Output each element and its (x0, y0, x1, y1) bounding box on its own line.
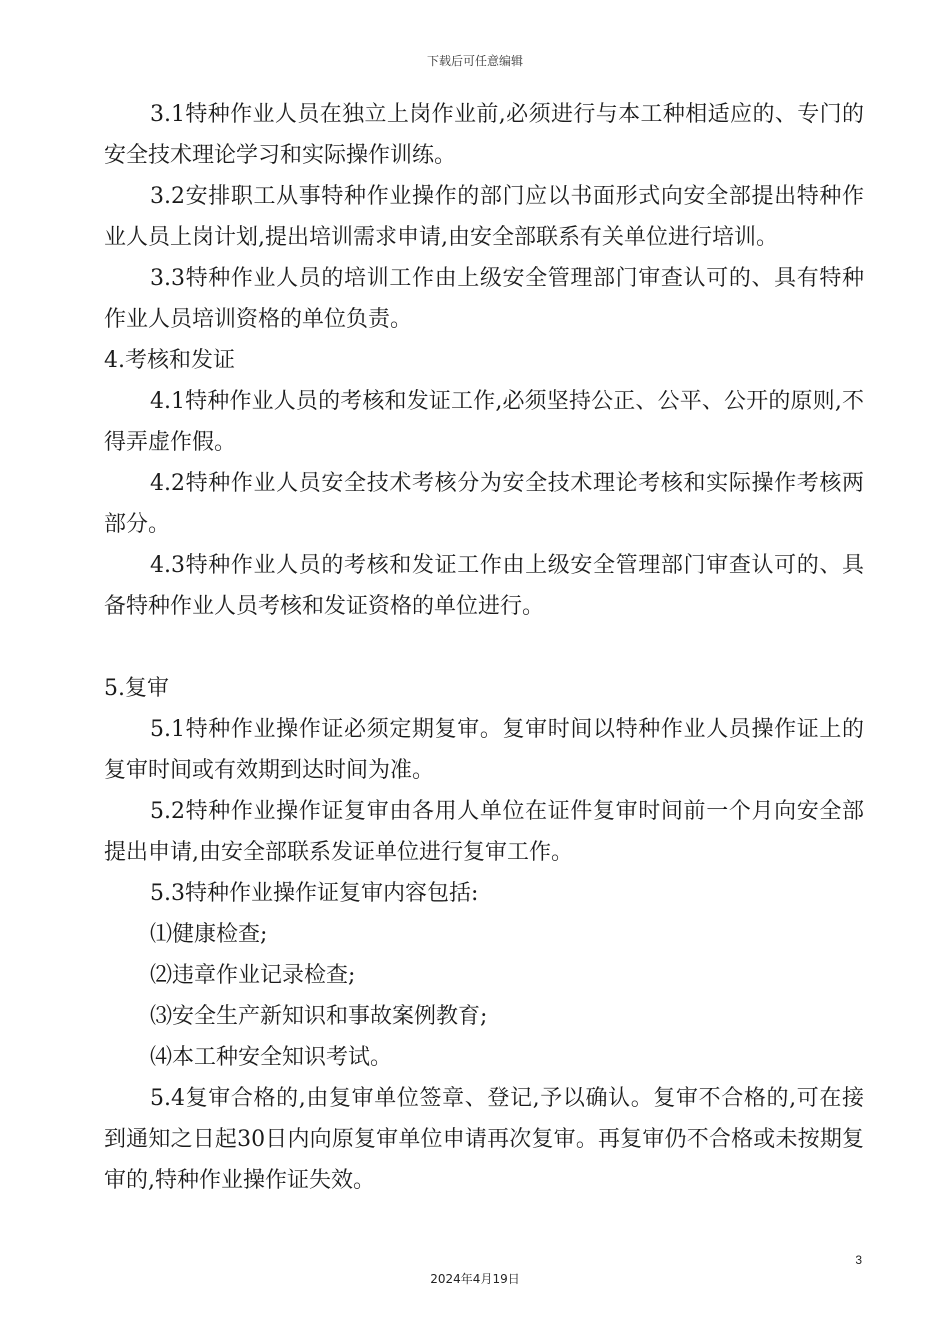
paragraph-5-3: 5.3特种作业操作证复审内容包括: (150, 881, 479, 906)
paragraph-4-2: 4.2特种作业人员安全技术考核分为安全技术理论考核和实际操作考核两部分。 (104, 471, 864, 537)
section-heading-5: 5.复审 (104, 676, 169, 701)
paragraph-4-1: 4.1特种作业人员的考核和发证工作,必须坚持公正、公平、公开的原则,不得弄虚作假。 (104, 389, 864, 455)
list-item-knowledge-exam: ⑷本工种安全知识考试。 (150, 1045, 393, 1070)
list-item-health-check: ⑴健康检查; (150, 922, 268, 947)
document-body (104, 94, 864, 1201)
paragraph-3-3: 3.3特种作业人员的培训工作由上级安全管理部门审查认可的、具有特种作业人员培训资格的单位负责。 (104, 266, 864, 332)
list-item-safety-education: ⑶安全生产新知识和事故案例教育; (150, 1004, 488, 1029)
list-item-violation-record: ⑵违章作业记录检查; (150, 963, 356, 988)
paragraph-5-1: 5.1特种作业操作证必须定期复审。复审时间以特种作业人员操作证上的复审时间或有效期到达时间为准。 (104, 717, 864, 783)
section-heading-4: 4.考核和发证 (104, 348, 235, 373)
paragraph-3-1: 3.1特种作业人员在独立上岗作业前,必须进行与本工种相适应的、专门的安全技术理论学习和实际操作训练。 (104, 102, 864, 168)
paragraph-5-2: 5.2特种作业操作证复审由各用人单位在证件复审时间前一个月向安全部提出申请,由安全部联系发证单位进行复审工作。 (104, 799, 864, 865)
paragraph-4-3: 4.3特种作业人员的考核和发证工作由上级安全管理部门审查认可的、具备特种作业人员考核和发证资格的单位进行。 (104, 553, 864, 619)
page-header: 下载后可任意编辑 (426, 54, 523, 68)
paragraph-5-4: 5.4复审合格的,由复审单位签章、登记,予以确认。复审不合格的,可在接到通知之日起30日内向原复审单位申请再次复审。再复审仍不合格或未按期复审的,特种作业操作证失效。 (104, 1086, 864, 1193)
page-number: 3 (855, 1253, 862, 1267)
footer-date: 2024年4月19日 (430, 1272, 520, 1286)
paragraph-3-2: 3.2安排职工从事特种作业操作的部门应以书面形式向安全部提出特种作业人员上岗计划,提出培训需求申请,由安全部联系有关单位进行培训。 (104, 184, 864, 250)
